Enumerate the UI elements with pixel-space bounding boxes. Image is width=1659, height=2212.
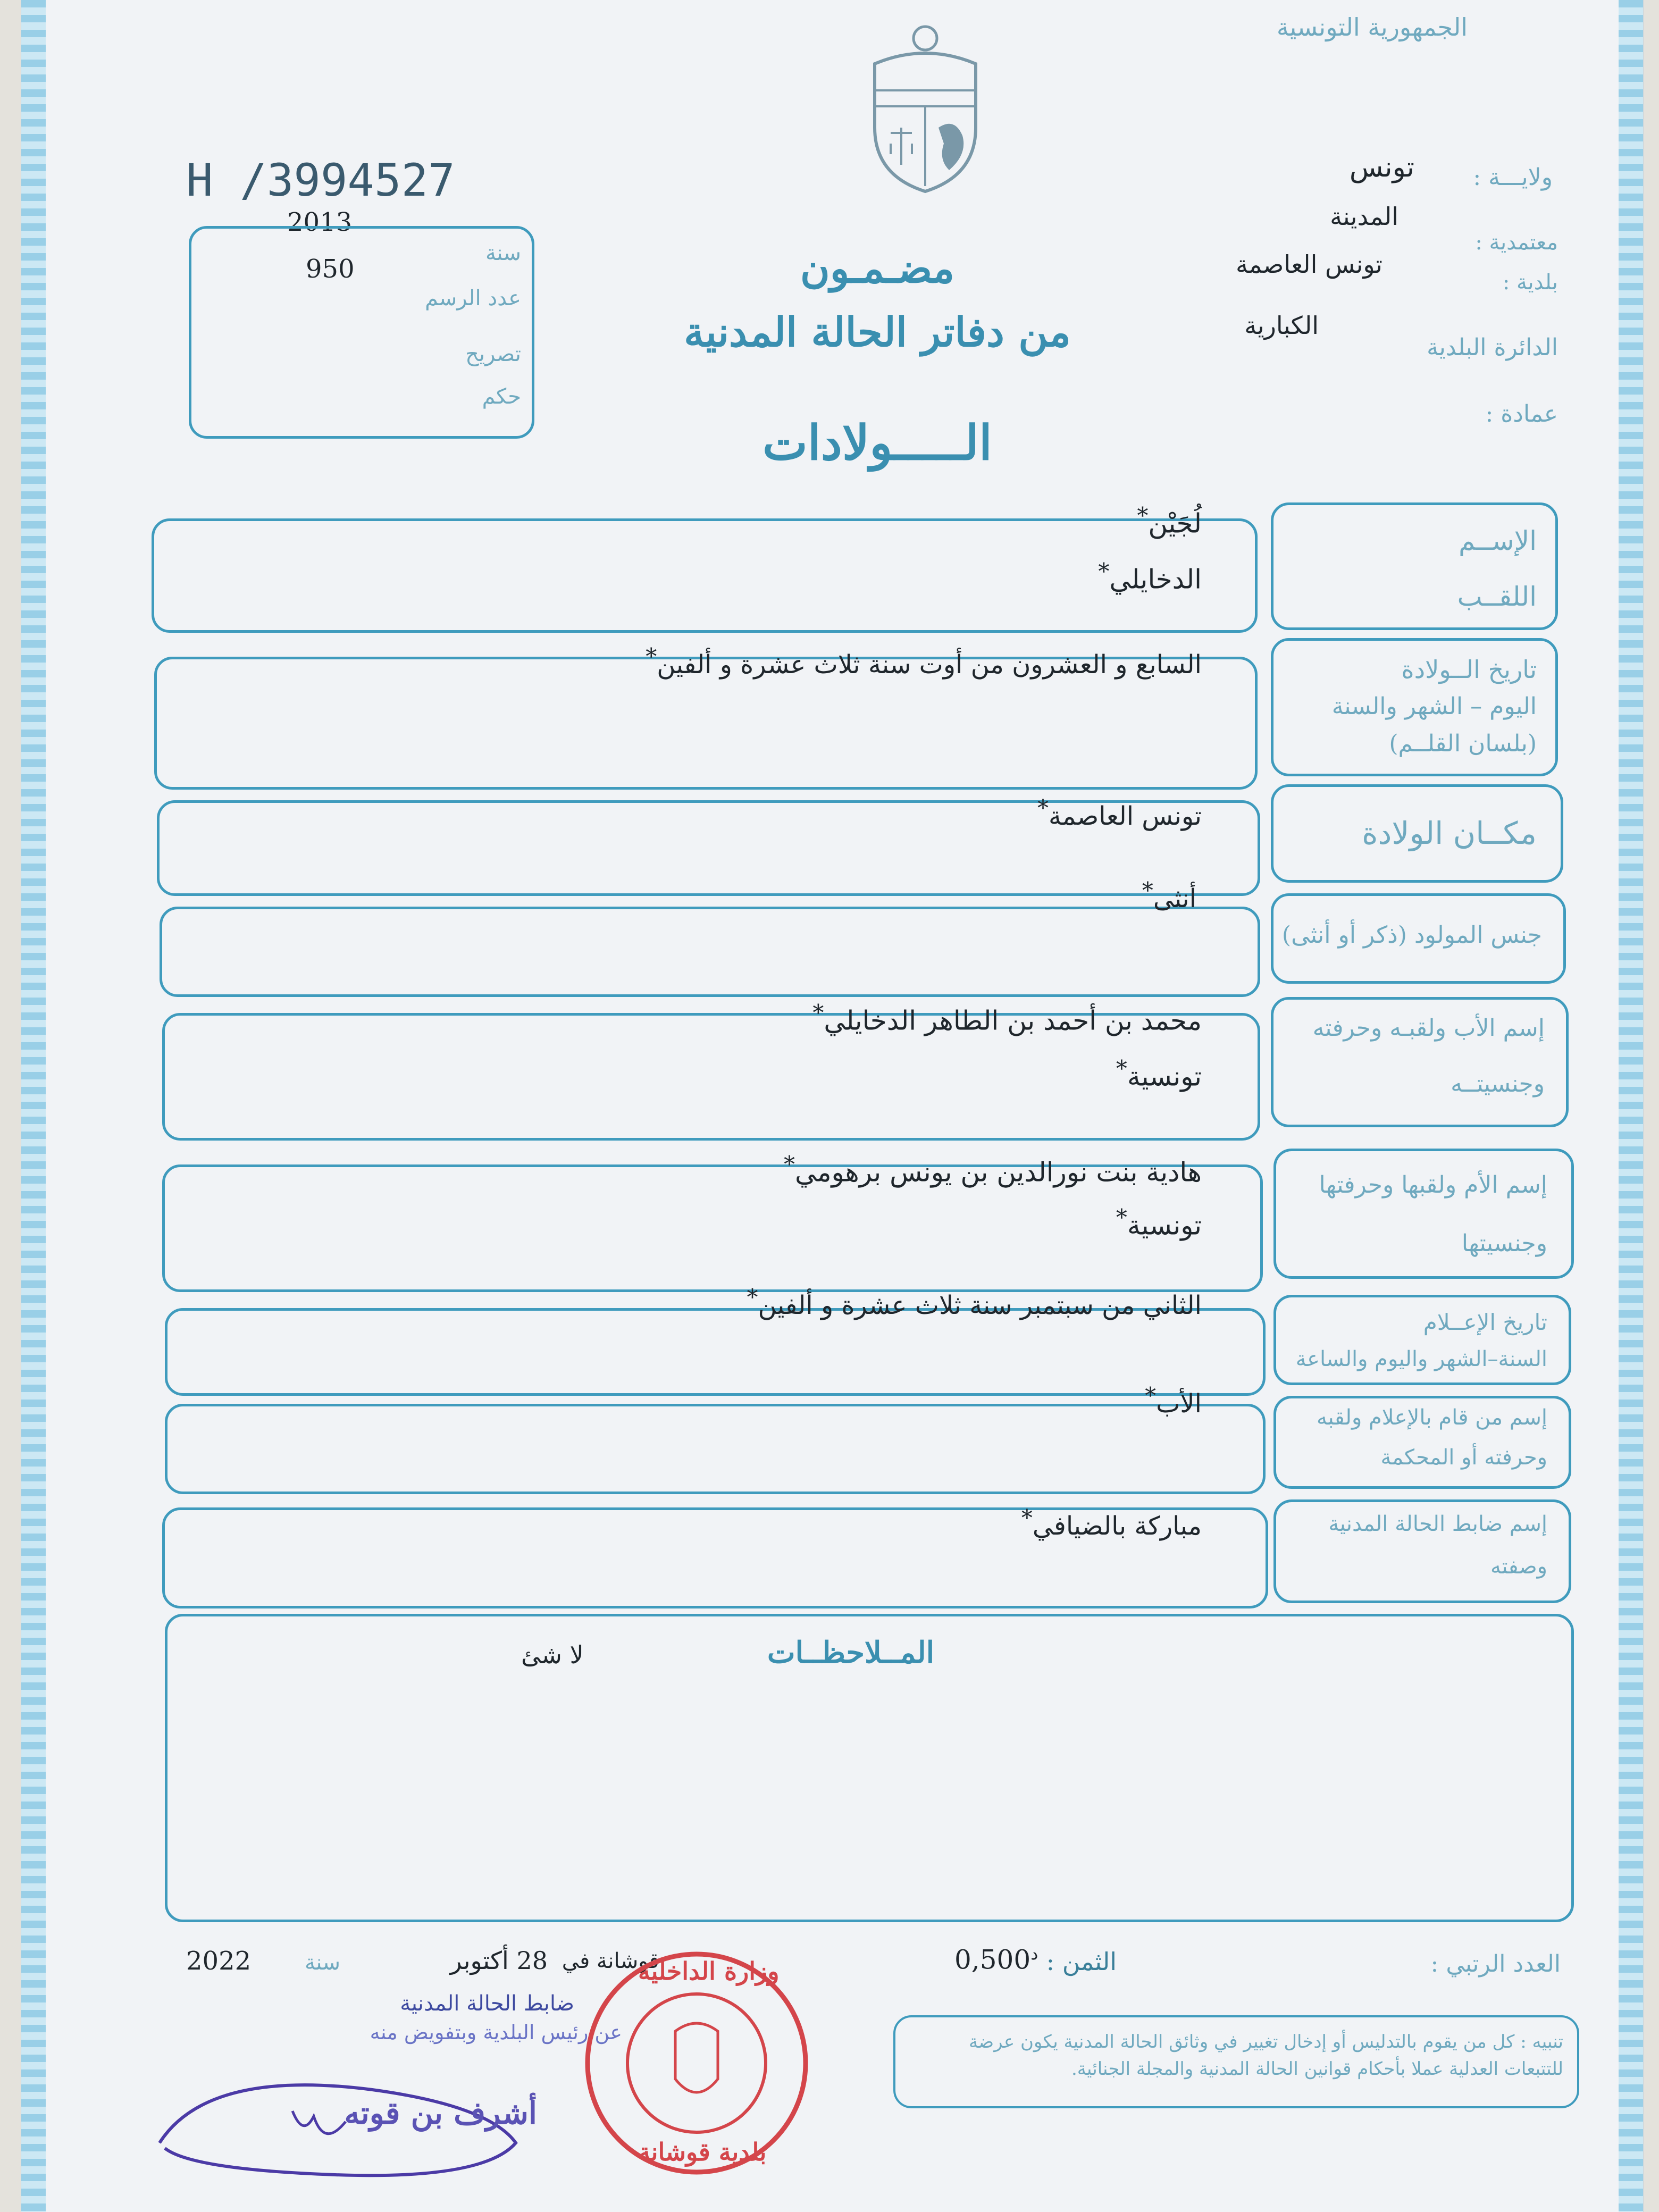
row-birthplace-label: مكــان الولادة [1362,815,1537,851]
delegation-value: المدينة [1330,202,1398,231]
notice-text: تنبيه : كل من يقوم بالتدليس أو إدخال تغيير في وثائق الحالة المدنية يكون عرضة للتتبعات العدلية عملا بأحكام قوانين الحالة المدنية والمجلة الجنائية. [969,2031,1563,2080]
births-title: الـــــولادات [763,415,992,471]
row-birthdate-label-3: (بلسان القلــم) [1389,730,1537,757]
birth-date-value: السابع و العشرون من أوت سنة ثلاث عشرة و ألفين* [646,643,1202,680]
year-label: سنة [485,241,521,265]
row-declarant-label-2: وحرفته أو المحكمة [1380,1445,1547,1470]
district-value: الكبارية [1244,311,1319,340]
record-number-value: 950 [306,254,355,284]
record-number-label: عدد الرسم [425,286,521,311]
mother-nationality-value: تونسية* [1116,1204,1202,1241]
remarks-label: المــلاحظــات [767,1635,935,1670]
row-mother-label-box [1273,1149,1574,1279]
governorate-value: تونس [1349,152,1414,183]
row-father-label-1: إسم الأب ولقبـه وحرفته [1312,1015,1545,1042]
child-last-name: الدخايلي* [1098,558,1202,595]
place-value: قوشانة في [562,1949,659,1973]
municipality-label: بلدية : [1502,270,1558,295]
row-birthdate-label-2: اليوم – الشهر والسنة [1331,693,1537,720]
omda-label: عمادة : [1485,400,1558,428]
row-declarant-label-1: إسم من قام بالإعلام ولقبه [1317,1405,1547,1430]
serial-value: 3994527 [266,154,455,206]
republic-label: الجمهورية التونسية [1276,13,1468,41]
judgment-label: حكم [482,384,521,409]
father-nationality-value: تونسية* [1116,1055,1202,1092]
row-declaration-date-label-2: السنة–الشهر واليوم والساعة [1295,1347,1547,1371]
row-mother-label-1: إسم الأم ولقبها وحرفتها [1319,1171,1547,1199]
coat-of-arms-icon [853,21,997,197]
mother-name-value: هادية بنت نورالدين بن يونس برهومي* [784,1151,1202,1188]
row-birthdate-label-1: تاريخ الــولادة [1401,655,1537,684]
row-declaration-date-value-box [165,1308,1266,1396]
declarant-value: الأب* [1145,1382,1202,1419]
date-value: 28 أكتوبر [450,1946,548,1975]
birth-place-value: تونس العاصمة* [1037,795,1202,831]
stamp-outer-text: وزارة الداخلية [638,1957,780,1985]
signature-name: أشرف بن قوته [344,2095,537,2131]
row-mother-label-2: وجنسيتها [1461,1230,1547,1257]
serial-number [186,154,455,206]
footer-year-label: سنة [304,1950,340,1975]
row-father-label-2: وجنسيتــه [1451,1070,1545,1097]
row-declarant-value-box [165,1404,1266,1494]
footer-serial-label: العدد الرتبي : [1430,1950,1561,1978]
gender-value: أنثى* [1142,877,1196,914]
delegation-label: معتمدية : [1475,230,1558,255]
row-officer-label-2: وصفته [1490,1554,1547,1579]
serial-prefix: H / [186,154,267,206]
row-gender-value-box [160,907,1260,997]
footer-year-value: 2022 [186,1946,252,1976]
officer-value: مباركة بالضيافي* [1021,1505,1202,1541]
officer-title-line-2: عن رئيس البلدية وبتفويض منه [370,2021,622,2044]
declaration-label: تصريح [465,342,521,366]
row-gender-label: جنس المولود (ذكر أو أنثى) [1281,921,1542,949]
child-first-name: لُجَيْن* [1137,502,1202,539]
right-border-pattern [1619,0,1643,2212]
remarks-value: لا شئ [521,1640,584,1669]
officer-title-line-1: ضابط الحالة المدنية [400,1991,574,2016]
price-value: $0,500^د$ [954,1943,1038,1975]
price-label: الثمن : [1046,1947,1117,1976]
year-value: 2013 [287,207,353,237]
municipality-value: تونس العاصمة [1236,250,1382,279]
declaration-date-value: الثاني من سبتمبر سنة ثلاث عشرة و ألفين* [747,1284,1202,1320]
row-name-value-box [152,518,1258,633]
left-border-pattern [21,0,46,2212]
document-subtitle: من دفاتر الحالة المدنية [684,308,1071,356]
row-officer-label-1: إسم ضابط الحالة المدنية [1328,1512,1547,1536]
row-name-label-2: اللقــب [1457,581,1537,612]
district-label: الدائرة البلدية [1427,334,1558,361]
row-declaration-date-label-1: تاريخ الإعــلام [1423,1309,1547,1335]
document-title: مضـمـون [800,245,955,292]
row-name-label-1: الإســم [1459,525,1537,556]
governorate-label: ولايـــة : [1473,164,1553,191]
stamp-bottom-text: بلدية قوشانة [638,2138,767,2166]
father-name-value: محمد بن أحمد بن الطاهر الدخايلي* [812,1000,1202,1036]
